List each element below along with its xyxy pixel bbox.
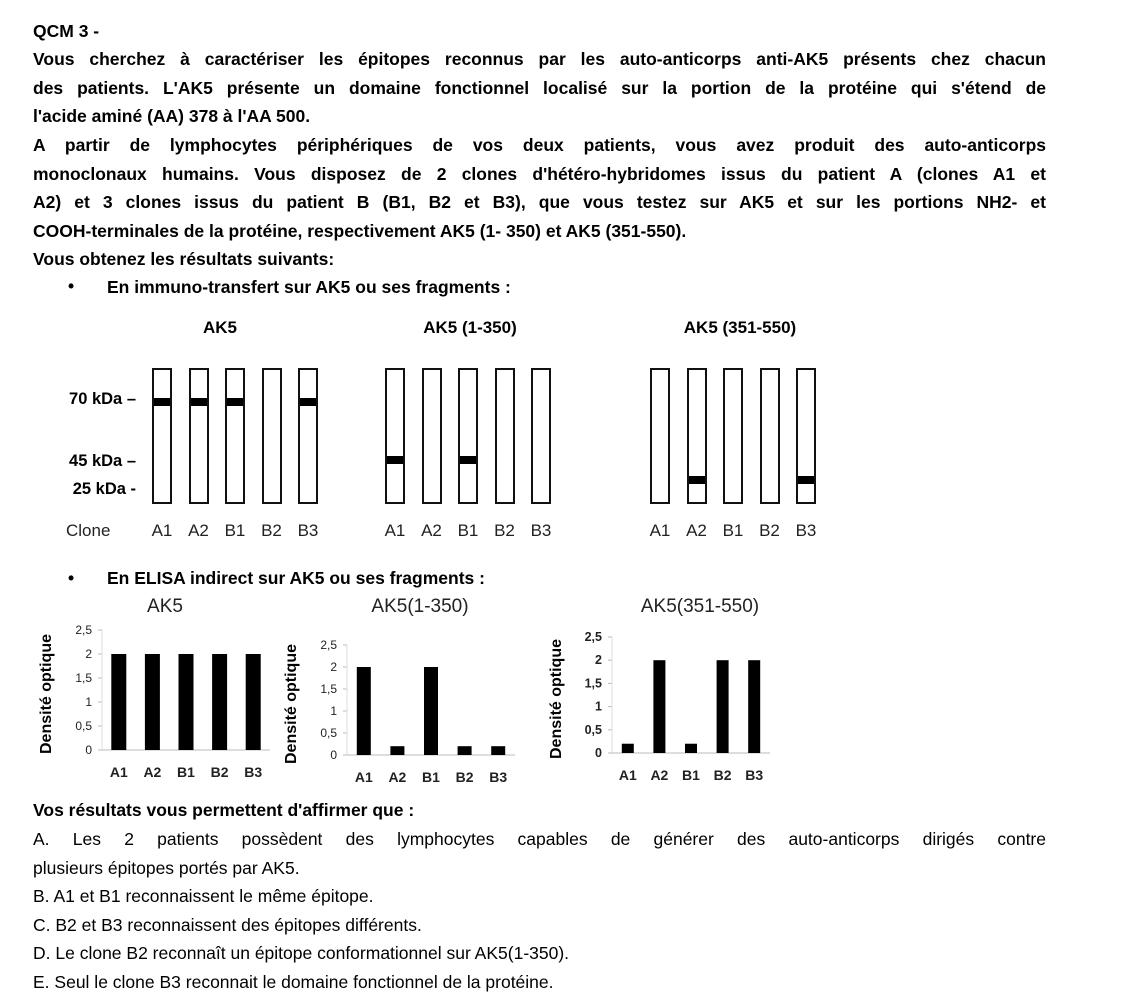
lane-label: A1	[649, 521, 671, 540]
x-tick-label: B2	[455, 769, 474, 785]
bar-b1	[179, 654, 194, 750]
lane-label: B2	[759, 521, 780, 540]
y-tick-label: 1,5	[320, 682, 337, 696]
x-tick-label: B3	[745, 767, 764, 783]
y-tick-label: 1,5	[584, 676, 602, 691]
lane-label: B3	[297, 521, 319, 540]
x-tick-label: B1	[177, 764, 195, 780]
option-text: Les 2 patients possèdent des lymphocytes capables de générer des auto-anticorps dirigés contre	[72, 829, 1046, 849]
blot-band	[154, 398, 170, 406]
question-title: QCM 3 -	[33, 21, 100, 41]
lane-label: B1	[722, 521, 744, 540]
y-tick-label: 2	[595, 653, 602, 668]
blot-band	[191, 398, 207, 406]
blot-lane-a1	[650, 368, 670, 504]
y-axis-label: Densité optique	[548, 638, 565, 760]
question-methods	[33, 131, 1046, 245]
elisa-chart-title: AK5	[147, 596, 183, 617]
x-tick-label: A1	[354, 769, 373, 785]
blot-lane-a1	[385, 368, 405, 504]
y-tick-label: 0	[330, 748, 337, 762]
bar-b3	[491, 746, 505, 755]
x-tick-label: B3	[489, 769, 508, 785]
option-text: Le clone B2 reconnaît un épitope conformationnel sur AK5(1-350).	[55, 943, 570, 964]
results-intro: Vous obtenez les résultats suivants:	[33, 249, 335, 269]
option-a[interactable]	[33, 825, 1046, 882]
x-tick-label: A1	[109, 764, 128, 780]
lane-label: B1	[457, 521, 479, 540]
elisa-bar-chart	[540, 595, 800, 795]
option-text: plusieurs épitopes portés par AK5.	[33, 857, 300, 878]
y-tick-label: 0,5	[320, 726, 337, 740]
elisa-chart-title: AK5(351-550)	[640, 596, 760, 617]
option-letter: A.	[33, 829, 50, 849]
y-tick-label: 1,5	[75, 671, 92, 685]
elisa-bar-chart	[275, 595, 535, 795]
y-tick-label: 1	[595, 699, 602, 714]
lane-label: A1	[384, 521, 406, 540]
mw-marker-25: 25 kDa -	[72, 480, 136, 498]
mw-marker-70: 70 kDa –	[69, 390, 136, 408]
bar-b2	[458, 746, 472, 755]
question-intro	[33, 45, 1046, 131]
y-tick-label: 0,5	[584, 722, 602, 737]
blot-band	[460, 456, 476, 464]
x-tick-label: B1	[682, 767, 700, 783]
x-tick-label: B2	[210, 764, 229, 780]
blot-band	[300, 398, 316, 406]
intro-line: l'acide aminé (AA) 378 à l'AA 500.	[33, 106, 311, 127]
intro-line: Vous cherchez à caractériser les épitopes reconnus par les auto-anticorps anti-AK5 présents chez chacun	[33, 49, 1046, 69]
bullet-elisa-label: En ELISA indirect sur AK5 ou ses fragments :	[107, 568, 485, 588]
y-tick-label: 0,5	[75, 719, 92, 733]
x-tick-label: A2	[143, 764, 162, 780]
y-tick-label: 0	[85, 743, 92, 757]
blot-lane-b3	[796, 368, 816, 504]
option-letter: C.	[33, 914, 51, 935]
blot-title-ak5: AK5	[202, 318, 237, 337]
x-tick-label: A1	[618, 767, 637, 783]
lane-label: B3	[530, 521, 552, 540]
option-text: Seul le clone B3 reconnait le domaine fonctionnel de la protéine.	[54, 971, 554, 992]
lane-label: A2	[188, 521, 209, 540]
blot-lane-b1	[723, 368, 743, 504]
y-tick-label: 2	[85, 647, 92, 661]
blot-lane-a2	[687, 368, 707, 504]
blot-lane-a1	[152, 368, 172, 504]
methods-line: COOH-terminales de la protéine, respectivement AK5 (1- 350) et AK5 (351-550).	[33, 220, 687, 241]
bar-b1	[424, 667, 438, 755]
bar-b3	[748, 660, 760, 753]
elisa-bar-chart	[30, 595, 290, 795]
blot-lane-a2	[189, 368, 209, 504]
blot-lane-b3	[298, 368, 318, 504]
blot-title-ak5-1-350: AK5 (1-350)	[423, 318, 517, 337]
lane-label: B2	[261, 521, 282, 540]
bar-b1	[685, 744, 697, 753]
bullet-icon: •	[68, 276, 75, 296]
bar-b2	[212, 654, 227, 750]
x-tick-label: A2	[388, 769, 407, 785]
x-tick-label: B2	[713, 767, 732, 783]
blot-lane-b3	[531, 368, 551, 504]
blot-lane-b2	[495, 368, 515, 504]
methods-line: monoclonaux humains. Vous disposez de 2 clones d'hétéro-hybridomes issus du patient A (clones A1 et	[33, 163, 1046, 184]
blot-lane-b2	[760, 368, 780, 504]
elisa-chart-title: AK5(1-350)	[371, 596, 469, 617]
bar-a2	[145, 654, 160, 750]
blot-band	[798, 476, 814, 484]
lane-label: A2	[421, 521, 442, 540]
y-tick-label: 0	[595, 746, 602, 760]
mw-marker-45: 45 kDa –	[69, 452, 136, 470]
blot-lane-b2	[262, 368, 282, 504]
option-b[interactable]	[33, 882, 1046, 911]
bar-a1	[622, 744, 634, 753]
option-d[interactable]	[33, 939, 1046, 968]
y-axis-label: Densité optique	[283, 643, 300, 765]
lane-label: B2	[494, 521, 515, 540]
x-tick-label: B1	[422, 769, 440, 785]
blot-lane-b1	[225, 368, 245, 504]
y-tick-label: 2,5	[75, 623, 92, 637]
option-text: B2 et B3 reconnaissent des épitopes différents.	[55, 914, 422, 935]
bar-a1	[357, 667, 371, 755]
lane-label: B1	[224, 521, 246, 540]
y-tick-label: 2,5	[320, 638, 337, 652]
blot-band	[689, 476, 705, 484]
bar-a2	[390, 746, 404, 755]
bar-b3	[246, 654, 261, 750]
bar-b2	[717, 660, 729, 753]
blot-title-ak5-351-550: AK5 (351-550)	[683, 318, 797, 337]
conclusion-prompt: Vos résultats vous permettent d'affirmer que :	[33, 800, 415, 820]
bullet-icon: •	[68, 568, 75, 588]
blot-band	[387, 456, 403, 464]
option-text: A1 et B1 reconnaissent le même épitope.	[53, 886, 374, 907]
methods-line: A partir de lymphocytes périphériques de vos deux patients, vous avez produit des auto-anticorps	[33, 135, 1046, 155]
lane-label: B3	[795, 521, 817, 540]
methods-line: A2) et 3 clones issus du patient B (B1, B2 et B3), que vous testez sur AK5 et sur les portions NH2- et	[33, 192, 1046, 213]
option-e[interactable]	[33, 968, 1046, 997]
option-c[interactable]	[33, 911, 1046, 940]
bullet-western-label: En immuno-transfert sur AK5 ou ses fragments :	[107, 277, 511, 297]
blot-lane-b1	[458, 368, 478, 504]
x-tick-label: B3	[244, 764, 263, 780]
blot-lane-a2	[422, 368, 442, 504]
bar-a1	[111, 654, 126, 750]
answer-options	[33, 825, 1046, 997]
intro-line: des patients. L'AK5 présente un domaine fonctionnel localisé sur la portion de la protéine qui s'étend de	[33, 77, 1046, 98]
y-tick-label: 1	[85, 695, 92, 709]
option-letter: D.	[33, 943, 51, 964]
y-tick-label: 1	[330, 704, 337, 718]
lane-label: A2	[686, 521, 707, 540]
clone-axis-label: Clone	[66, 521, 111, 540]
option-letter: E.	[33, 971, 50, 992]
y-tick-label: 2,5	[584, 630, 602, 644]
lane-label: A1	[151, 521, 173, 540]
blot-band	[227, 398, 243, 406]
option-letter: B.	[33, 886, 50, 907]
y-tick-label: 2	[330, 660, 337, 674]
y-axis-label: Densité optique	[38, 633, 55, 755]
bar-a2	[653, 660, 665, 753]
x-tick-label: A2	[650, 767, 669, 783]
